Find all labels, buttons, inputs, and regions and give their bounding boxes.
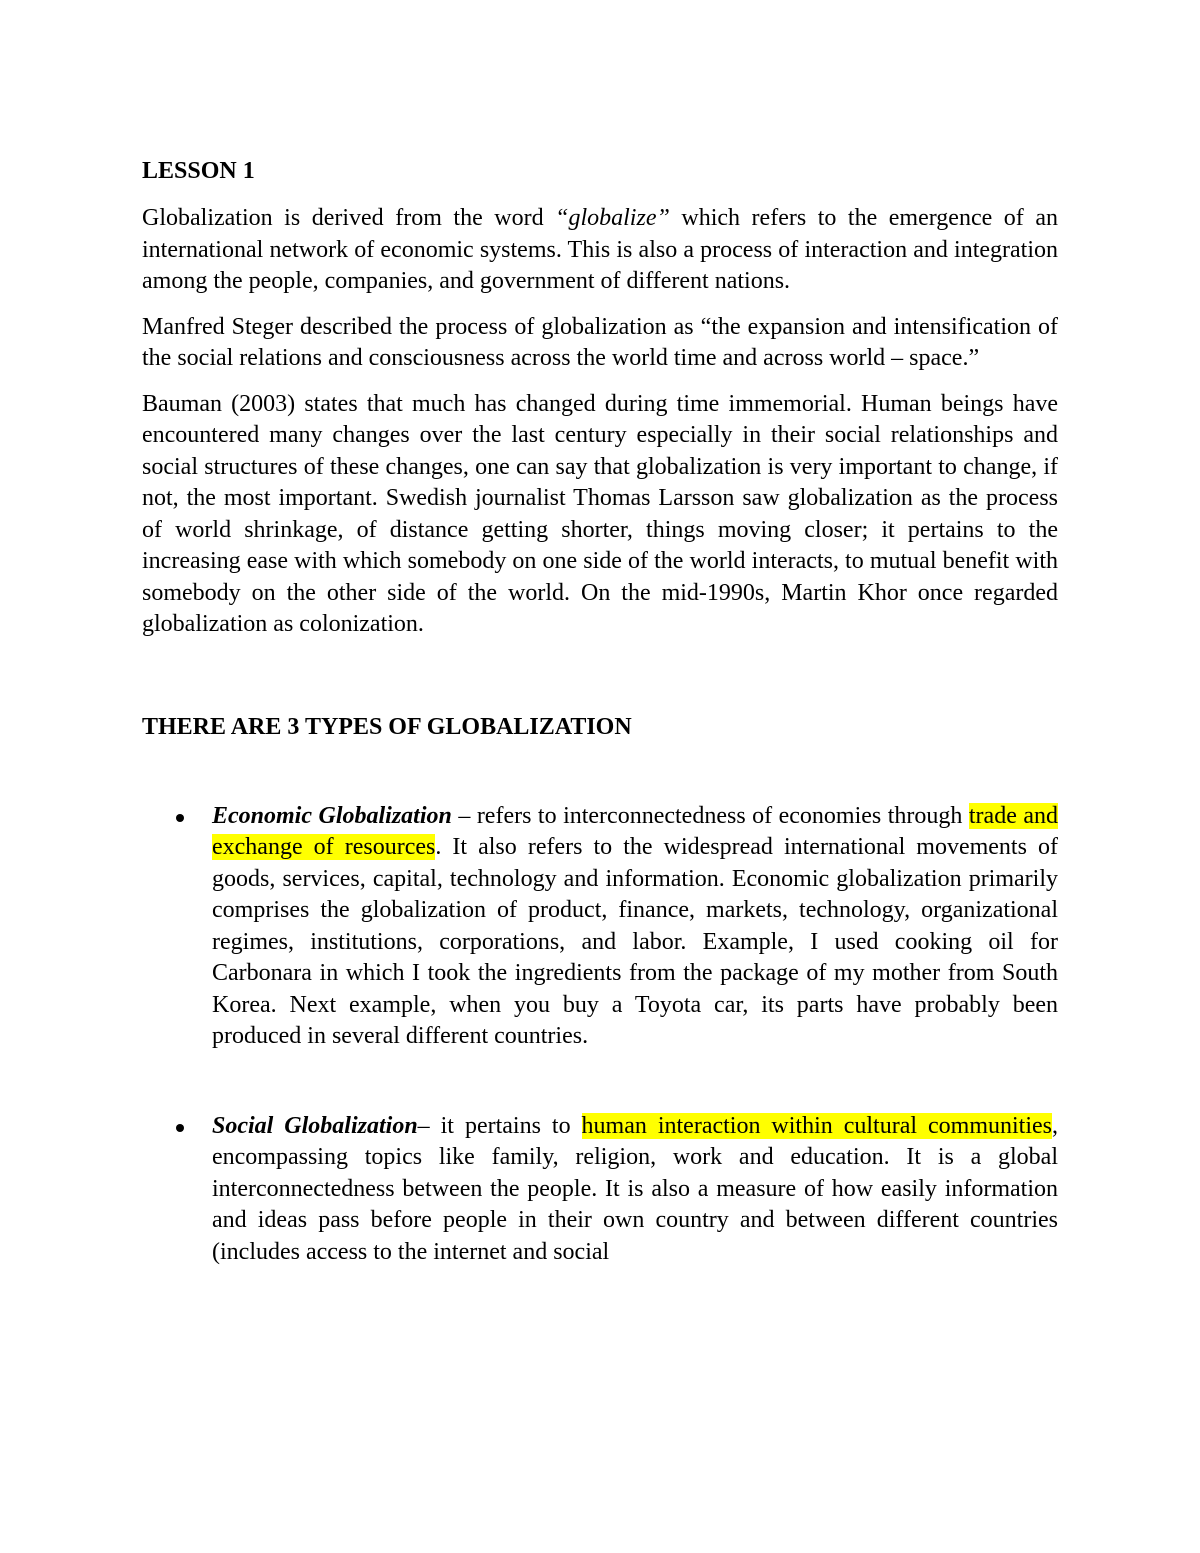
paragraph-definition-end: which refers to the emergence of an international network of economic systems. This is also a process of interaction and integration among the people, companies, and government of different nations. [142, 205, 1058, 294]
paragraph-bauman: Bauman (2003) states that much has changed during time immemorial. Human beings have encountered many changes over the last century especially in their social relationships and social structures of these changes, one can say that globalization is very important to change, if not, the most important. Swedish journalist Thomas Larsson saw globalization as the process of world shrinkage, of distance getting shorter, things moving closer; it pertains to the increasing ease with which somebody on one side of the world interacts, to mutual benefit with somebody on the other side of the world. On the mid-1990s, Martin Khor once regarded globalization as colonization. [142, 390, 1058, 637]
social-intro: – it pertains to [417, 1112, 582, 1139]
paragraph-steger: Manfred Steger described the process of globalization as “the expansion and intensification of the social relations and consciousness across the world time and across world – space.” [142, 313, 1058, 371]
term-economic: Economic Globalization [212, 802, 452, 829]
highlighted-text: trade and exchange of resources [212, 802, 1058, 860]
spacer [142, 655, 1058, 712]
list-item-economic [142, 801, 1058, 1053]
term-social: Social Globalization [212, 1112, 418, 1139]
list-item-social [142, 1111, 1058, 1269]
globalization-types-list [142, 801, 1058, 1269]
economic-description: . It also refers to the widespread international movements of goods, services, capital, technology and information. Economic globalization primarily comprises the globalization of product, finance, markets, technology, organizational regimes, institutions, corporations, and labor. Example, I used cooking oil for Carbonara in which I took the ingredients from the package of my mother from South Korea. Next example, when you buy a Toyota car, its parts have probably been produced in several different countries. [212, 834, 1058, 1049]
paragraph-definition [142, 203, 1058, 298]
highlighted-text: human interaction within cultural communities [581, 1112, 1052, 1139]
lesson-title: LESSON 1 [142, 158, 255, 184]
social-description: , encompassing topics like family, religion, work and education. It is a global interconnectedness between the people. It is also a measure of how easily information and ideas pass before people in their own country and between different countries (includes access to the internet and social [212, 1112, 1058, 1265]
section-heading: THERE ARE 3 TYPES OF GLOBALIZATION [142, 713, 632, 740]
bullet-icon [176, 814, 184, 822]
quoted-term: “globalize” [555, 205, 670, 231]
paragraph-definition-start: Globalization is derived from the word [142, 205, 556, 231]
economic-intro: – refers to interconnectedness of economies through [451, 802, 969, 829]
spacer [142, 759, 1058, 801]
bullet-icon [176, 1124, 184, 1132]
